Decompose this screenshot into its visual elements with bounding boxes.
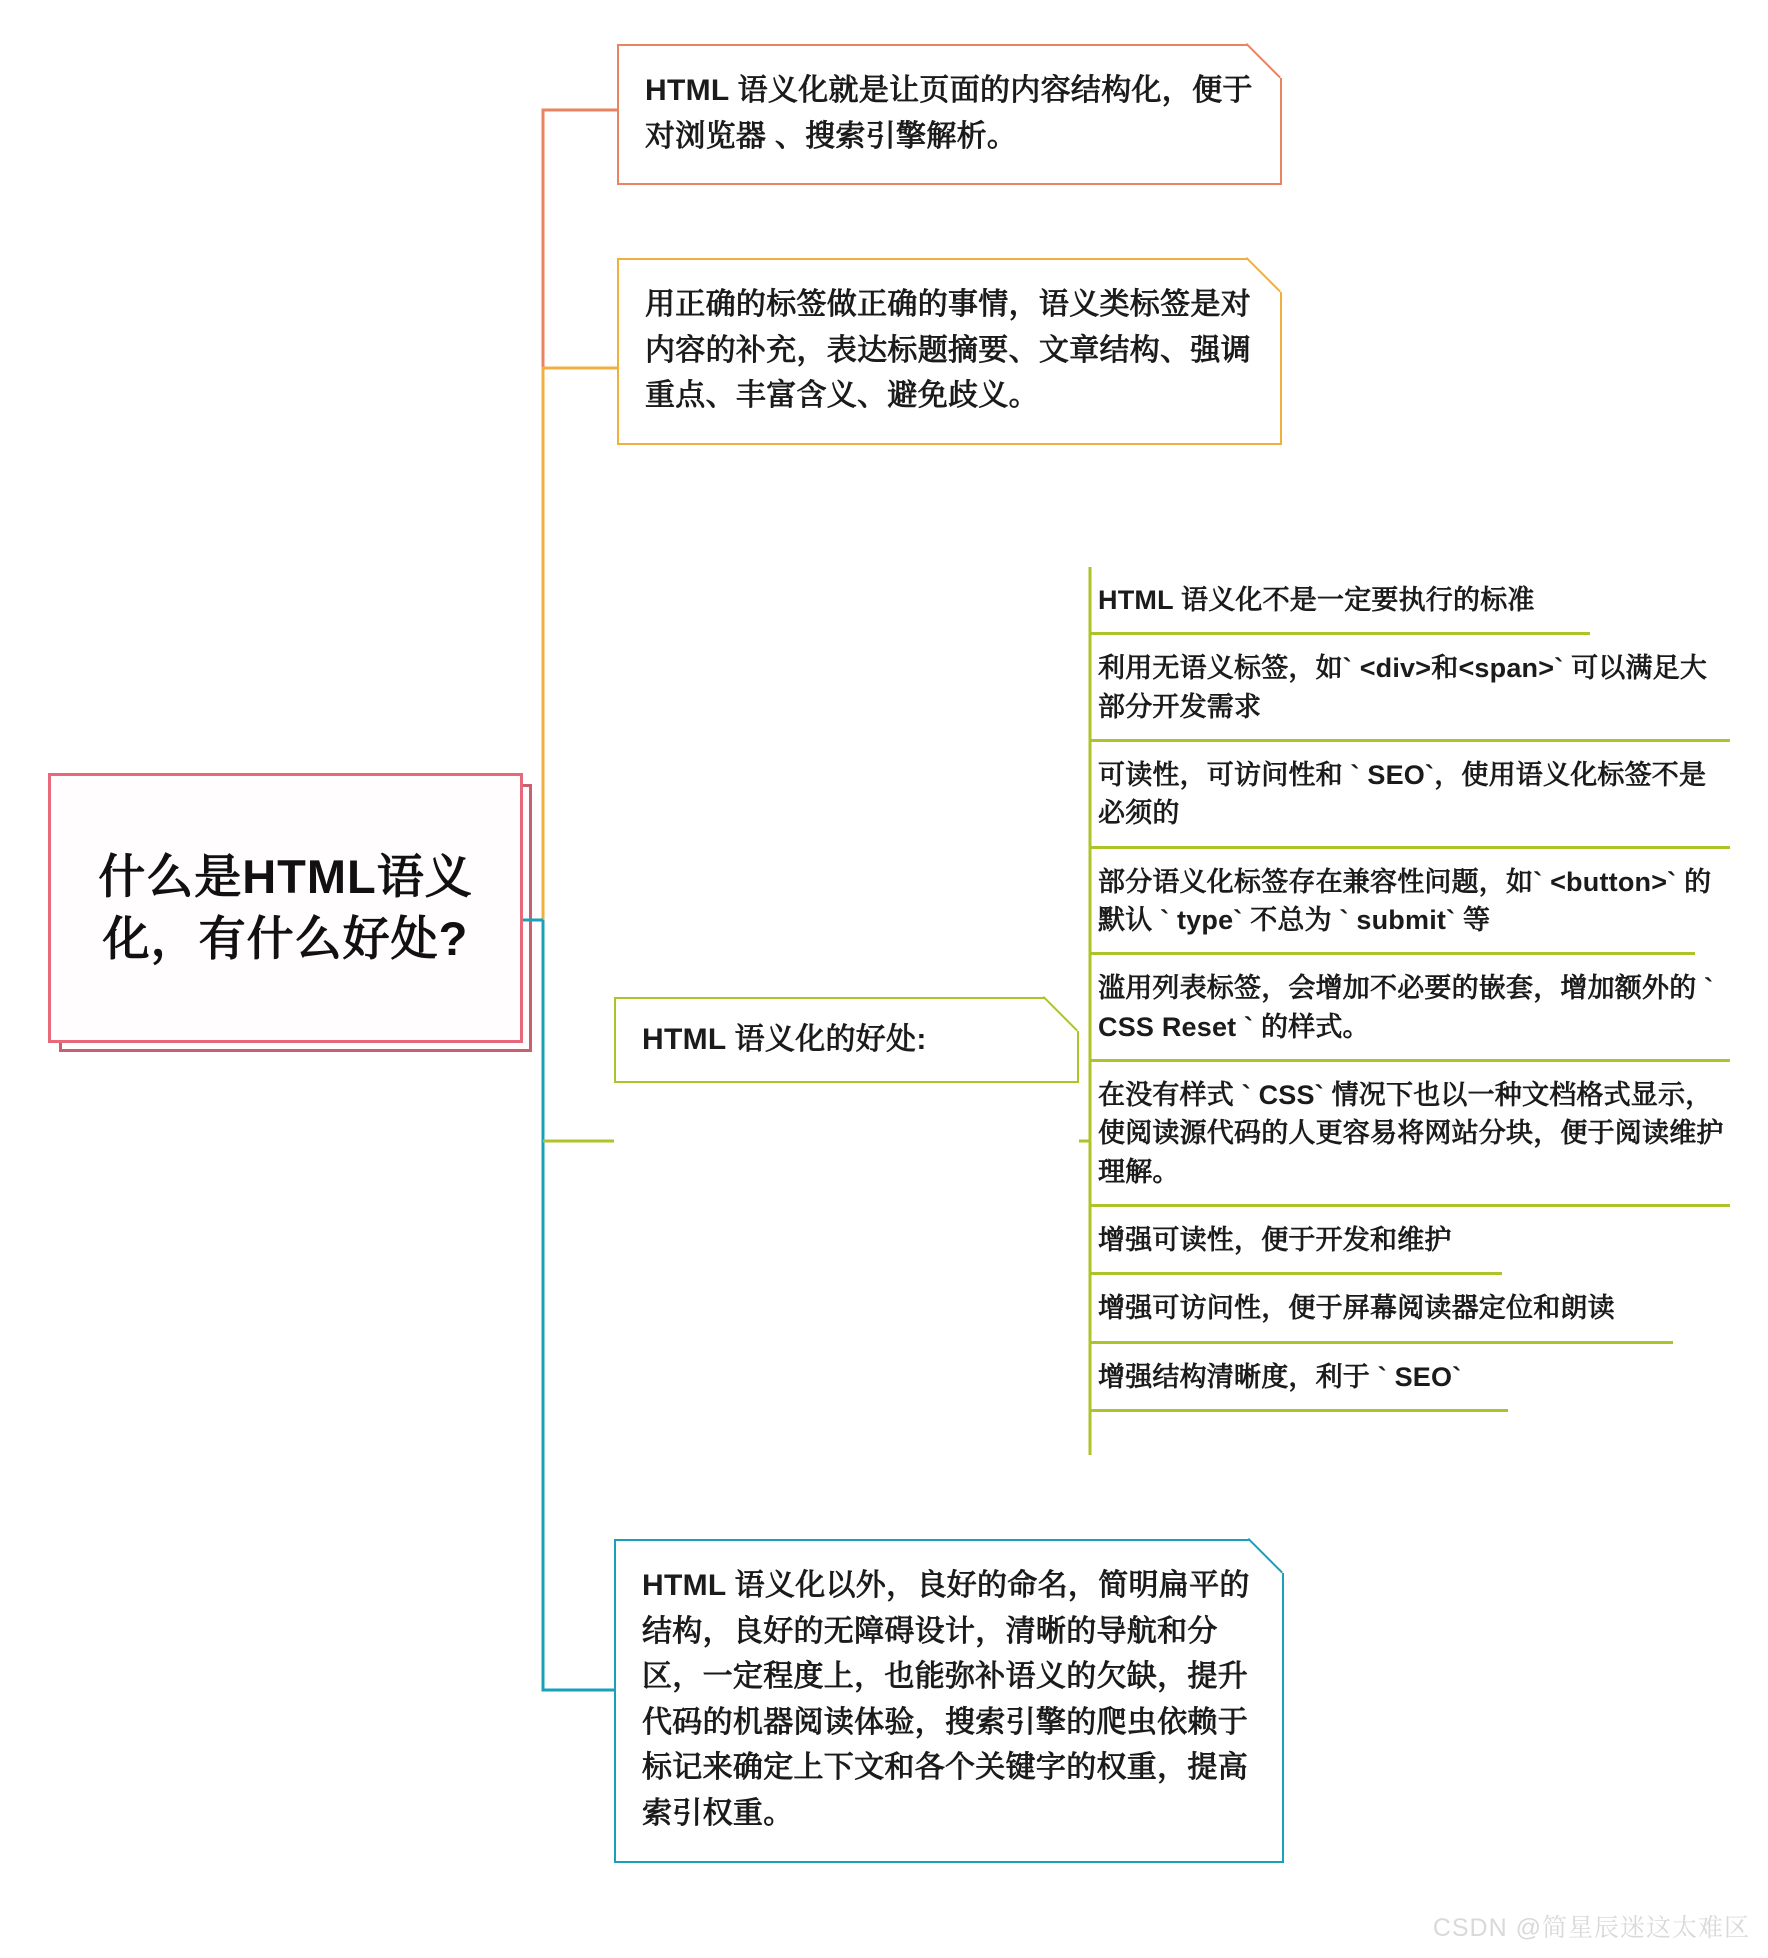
branch-card-definition-text: HTML 语义化就是让页面的内容结构化，便于对浏览器 、搜索引擎解析。 bbox=[645, 74, 1253, 153]
benefit-item[interactable] bbox=[1090, 849, 1730, 956]
benefit-item-text: HTML 语义化不是一定要执行的标准 bbox=[1098, 585, 1535, 615]
branch-card-beyond-semantics-text: HTML 语义化以外，良好的命名，简明扁平的结构，良好的无障碍设计，清晰的导航和分区，一定程度上，也能弥补语义的欠缺，提升代码的机器阅读体验，搜索引擎的爬虫依赖于标记来确定上下文和各个关键字的权重，提高索引权重。 bbox=[642, 1569, 1250, 1830]
branch-card-principle-text: 用正确的标签做正确的事情，语义类标签是对内容的补充，表达标题摘要、文章结构、强调重点、丰富含义、避免歧义。 bbox=[645, 288, 1251, 413]
benefit-item[interactable] bbox=[1090, 955, 1730, 1062]
benefit-item[interactable] bbox=[1090, 567, 1730, 635]
benefit-item[interactable] bbox=[1090, 1275, 1730, 1343]
benefit-item-text: 增强可读性，便于开发和维护 bbox=[1098, 1224, 1452, 1255]
benefit-item-text: 增强可访问性，便于屏幕阅读器定位和朗读 bbox=[1098, 1293, 1615, 1324]
benefit-item-text: 在没有样式 ` CSS` 情况下也以一种文档格式显示，使阅读源代码的人更容易将网站分块，便于阅读维护理解。 bbox=[1098, 1079, 1724, 1187]
benefit-item-text: 增强结构清晰度，利于 ` SEO` bbox=[1098, 1361, 1462, 1392]
branch-card-definition[interactable] bbox=[617, 44, 1282, 185]
benefit-item-text: 滥用列表标签，会增加不必要的嵌套，增加额外的 ` CSS Reset ` 的样式。 bbox=[1098, 973, 1714, 1042]
branch-card-principle[interactable] bbox=[617, 258, 1282, 445]
benefit-item[interactable] bbox=[1090, 742, 1730, 849]
benefit-item-text: 可读性，可访问性和 ` SEO`，使用语义化标签不是必须的 bbox=[1098, 759, 1707, 829]
central-node[interactable] bbox=[48, 773, 523, 1043]
branch-card-benefits-label-text: HTML 语义化的好处: bbox=[642, 1023, 927, 1056]
watermark: CSDN @简星辰迷这太难区 bbox=[1432, 1914, 1750, 1942]
central-node-title: 什么是HTML语义化，有什么好处? bbox=[98, 849, 473, 965]
branch-card-beyond-semantics[interactable] bbox=[614, 1539, 1284, 1863]
benefit-item[interactable] bbox=[1090, 1062, 1730, 1207]
benefit-item[interactable] bbox=[1090, 1344, 1730, 1412]
benefit-item-text: 利用无语义标签，如` <div>和<span>` 可以满足大部分开发需求 bbox=[1098, 653, 1708, 722]
benefits-list bbox=[1090, 567, 1730, 1412]
benefit-item[interactable] bbox=[1090, 1207, 1730, 1275]
branch-card-benefits-label[interactable] bbox=[614, 997, 1079, 1083]
benefit-item-text: 部分语义化标签存在兼容性问题，如` <button>` 的默认 ` type` 不总为 ` submit` 等 bbox=[1098, 866, 1712, 935]
benefit-item-divider bbox=[1090, 1409, 1508, 1412]
benefit-item[interactable] bbox=[1090, 635, 1730, 742]
